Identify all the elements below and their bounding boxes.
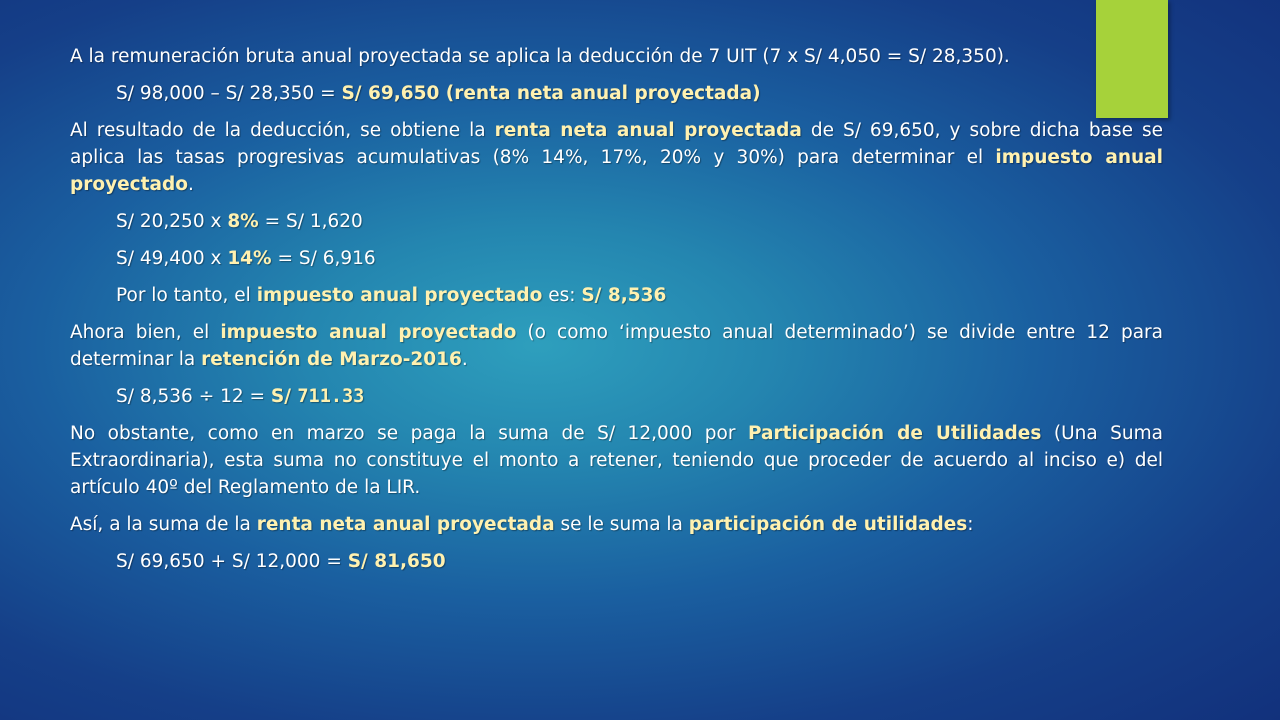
text-run: se le suma la — [554, 514, 689, 535]
text-run: S/ 98,000 – S/ 28,350 = — [116, 83, 342, 104]
calculation-line — [70, 383, 1163, 410]
highlighted-text: participación de utilidades — [688, 514, 968, 535]
text-run: S/ 69,650 + S/ 12,000 = — [116, 551, 348, 572]
highlighted-text: retención de Marzo-2016 — [201, 349, 462, 370]
text-run: de S/ 69,650, y sobre dicha base se aplica las tasas progresivas acumulativas (8% 14%, 17%, 20% y 30%) para determinar el — [70, 120, 1164, 168]
text-run: . — [187, 174, 194, 195]
highlighted-text: impuesto anual proyectado — [256, 285, 543, 306]
highlighted-text: 711.33 — [297, 386, 365, 407]
highlighted-text: impuesto anual proyectado — [220, 322, 517, 343]
body-paragraph — [70, 511, 1163, 538]
highlighted-text: renta neta anual proyectada — [494, 120, 802, 141]
text-run: S/ 20,250 x — [116, 211, 228, 232]
text-run: Así, a la suma de la — [70, 514, 257, 535]
calculation-line — [70, 208, 1163, 235]
calculation-line — [70, 245, 1163, 272]
text-run: (Una Suma Extraordinaria), esta suma no constituye el monto a retener, teniendo que proceder de acuerdo al inciso e) del artículo 40º del Reglamento de la LIR. — [70, 423, 1163, 498]
text-run: : — [967, 514, 974, 535]
text-run: S/ 49,400 x — [116, 248, 228, 269]
highlighted-text: S/ — [270, 386, 298, 407]
calculation-line — [70, 548, 1163, 575]
body-paragraph — [70, 43, 1163, 70]
slide-text — [70, 43, 1163, 585]
text-run: . — [461, 349, 468, 370]
body-paragraph — [70, 319, 1163, 373]
text-run: Por lo tanto, el — [116, 285, 257, 306]
text-run: No obstante, como en marzo se paga la suma de S/ 12,000 por — [70, 423, 748, 444]
highlighted-text: 8% — [227, 211, 259, 232]
highlighted-text: 14% — [227, 248, 272, 269]
highlighted-text: renta neta anual proyectada — [256, 514, 555, 535]
text-run: A la remuneración bruta anual proyectada se aplica la deducción de 7 UIT (7 x S/ 4,050 = S/ 28,350). — [70, 46, 1010, 67]
highlighted-text: S/ 81,650 — [347, 551, 446, 572]
highlighted-text: S/ 69,650 (renta neta anual proyectada) — [341, 83, 761, 104]
text-run: Al resultado de la deducción, se obtiene la — [70, 120, 495, 141]
text-run: S/ 8,536 ÷ 12 = — [116, 386, 271, 407]
body-paragraph — [70, 117, 1163, 198]
highlighted-text: S/ 8,536 — [581, 285, 667, 306]
highlighted-text: Participación de Utilidades — [747, 423, 1042, 444]
text-run: (o como ‘impuesto anual determinado’) se divide entre 12 para determinar la — [70, 322, 1164, 370]
text-run: es: — [542, 285, 582, 306]
highlighted-text: impuesto anual proyectado — [70, 147, 1163, 195]
text-run: Ahora bien, el — [70, 322, 221, 343]
calculation-line — [70, 282, 1163, 309]
text-run: = S/ 6,916 — [271, 248, 376, 269]
body-paragraph — [70, 420, 1163, 501]
text-run: = S/ 1,620 — [258, 211, 363, 232]
calculation-line — [70, 80, 1163, 107]
